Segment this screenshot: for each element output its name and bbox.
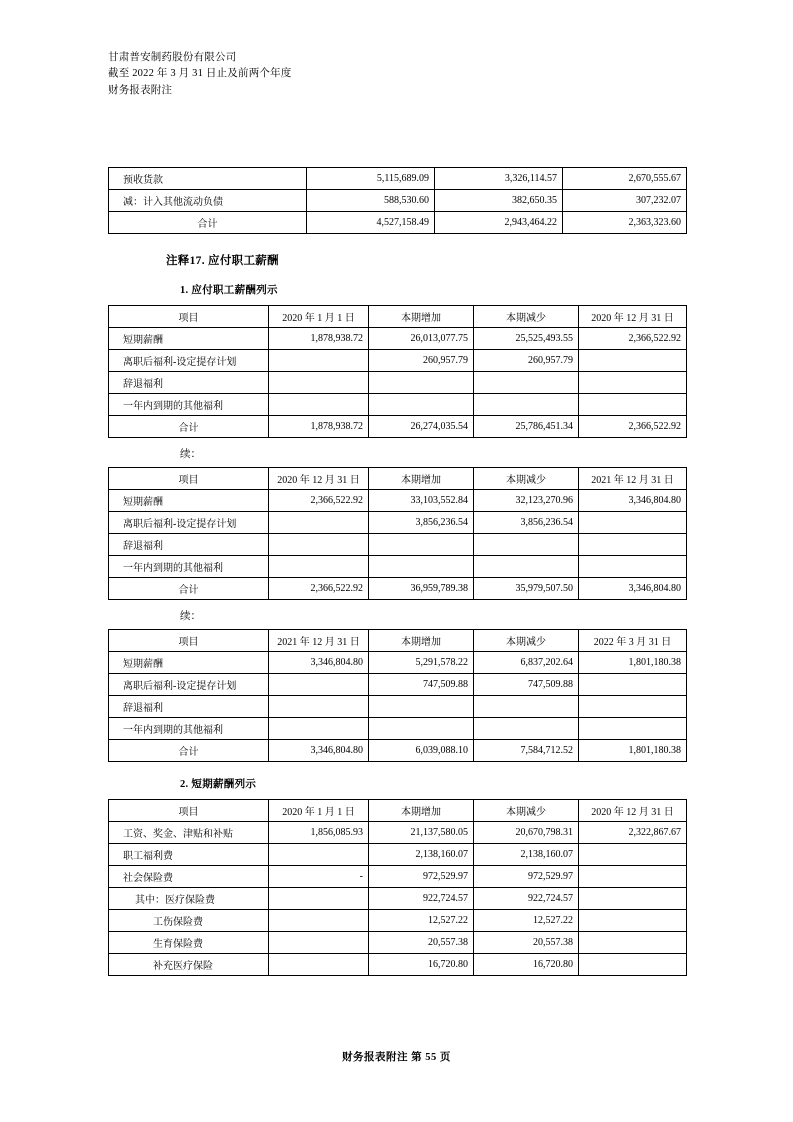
row-label: 短期薪酬 [109, 489, 269, 511]
row-label: 离职后福利-设定提存计划 [109, 673, 269, 695]
col-header: 项目 [109, 467, 269, 489]
col-header: 本期增加 [369, 799, 474, 821]
table-short-term-benefits [108, 799, 687, 976]
row-value [269, 393, 369, 415]
row-label: 合计 [109, 577, 269, 599]
row-value: 588,530.60 [307, 189, 435, 211]
table-header-row [109, 629, 687, 651]
continued-label-1: 续： [180, 448, 201, 460]
row-label: 工伤保险费 [109, 909, 269, 931]
col-header: 本期减少 [474, 305, 579, 327]
row-value: 5,291,578.22 [369, 651, 474, 673]
row-value: 2,670,555.67 [563, 167, 687, 189]
row-label: 短期薪酬 [109, 651, 269, 673]
col-header: 项目 [109, 629, 269, 651]
col-header: 本期减少 [474, 467, 579, 489]
table-row [109, 189, 687, 211]
table-row-total [109, 415, 687, 437]
row-label: 离职后福利-设定提存计划 [109, 349, 269, 371]
row-value: 20,557.38 [369, 931, 474, 953]
row-value: 747,509.88 [369, 673, 474, 695]
row-value: 6,039,088.10 [369, 739, 474, 761]
row-label: 一年内到期的其他福利 [109, 717, 269, 739]
subsection-title-2: 2. 短期薪酬列示 [180, 778, 257, 790]
row-label: 减：计入其他流动负债 [109, 189, 307, 211]
row-value [579, 511, 687, 533]
col-header: 2020 年 12 月 31 日 [269, 467, 369, 489]
col-header: 本期减少 [474, 629, 579, 651]
row-value [579, 865, 687, 887]
row-value: 16,720.80 [474, 953, 579, 975]
table-employee-benefits-2020 [108, 305, 687, 438]
row-value: 32,123,270.96 [474, 489, 579, 511]
row-value: 3,346,804.80 [269, 651, 369, 673]
table-row-total [109, 577, 687, 599]
row-label: 工资、奖金、津贴和补贴 [109, 821, 269, 843]
row-value [579, 931, 687, 953]
row-value [579, 695, 687, 717]
row-value: 3,856,236.54 [369, 511, 474, 533]
row-value: 1,878,938.72 [269, 327, 369, 349]
table-employee-benefits-2022 [108, 629, 687, 762]
row-value: 26,013,077.75 [369, 327, 474, 349]
table-row [109, 533, 687, 555]
row-value [269, 371, 369, 393]
table-employee-benefits-2021 [108, 467, 687, 600]
row-value [269, 717, 369, 739]
table-row [109, 327, 687, 349]
row-value [474, 393, 579, 415]
row-value [369, 371, 474, 393]
row-value: 922,724.57 [369, 887, 474, 909]
col-header: 本期增加 [369, 629, 474, 651]
row-value [269, 843, 369, 865]
col-header: 2020 年 1 月 1 日 [269, 305, 369, 327]
row-value [579, 673, 687, 695]
row-value: 2,366,522.92 [269, 489, 369, 511]
table-row [109, 511, 687, 533]
row-value: 20,670,798.31 [474, 821, 579, 843]
subsection-title-1: 1. 应付职工薪酬列示 [180, 284, 278, 296]
row-value [369, 533, 474, 555]
row-value: 2,138,160.07 [369, 843, 474, 865]
table-header-row [109, 467, 687, 489]
row-value: 2,366,522.92 [579, 327, 687, 349]
row-value [269, 533, 369, 555]
row-label: 短期薪酬 [109, 327, 269, 349]
row-value [579, 717, 687, 739]
row-value: 12,527.22 [369, 909, 474, 931]
table-row [109, 393, 687, 415]
row-value [474, 555, 579, 577]
table-header-row [109, 305, 687, 327]
row-value [369, 555, 474, 577]
row-value [369, 393, 474, 415]
row-value: 2,366,522.92 [579, 415, 687, 437]
table-row [109, 555, 687, 577]
row-value [269, 695, 369, 717]
row-value: 6,837,202.64 [474, 651, 579, 673]
row-value: 21,137,580.05 [369, 821, 474, 843]
col-header: 项目 [109, 305, 269, 327]
row-label: 生育保险费 [109, 931, 269, 953]
row-value: 747,509.88 [474, 673, 579, 695]
row-label: 辞退福利 [109, 371, 269, 393]
row-label: 其中：医疗保险费 [109, 887, 269, 909]
table-row [109, 865, 687, 887]
col-header: 本期增加 [369, 467, 474, 489]
table-advance-receipts [108, 167, 687, 234]
row-label: 离职后福利-设定提存计划 [109, 511, 269, 533]
col-header: 本期增加 [369, 305, 474, 327]
row-label: 合计 [109, 415, 269, 437]
row-value: 260,957.79 [369, 349, 474, 371]
row-value [474, 533, 579, 555]
row-label: 职工福利费 [109, 843, 269, 865]
table-row-total [109, 739, 687, 761]
row-value: 25,525,493.55 [474, 327, 579, 349]
row-value [369, 695, 474, 717]
col-header: 2020 年 1 月 1 日 [269, 799, 369, 821]
table-row [109, 349, 687, 371]
col-header: 2021 年 12 月 31 日 [269, 629, 369, 651]
header-section: 财务报表附注 [108, 84, 173, 96]
header-period: 截至 2022 年 3 月 31 日止及前两个年度 [108, 68, 292, 80]
row-value: 382,650.35 [435, 189, 563, 211]
row-value: 1,878,938.72 [269, 415, 369, 437]
row-value: 972,529.97 [474, 865, 579, 887]
row-value [579, 555, 687, 577]
table-row [109, 673, 687, 695]
row-value: 307,232.07 [563, 189, 687, 211]
row-value [269, 511, 369, 533]
row-value: 12,527.22 [474, 909, 579, 931]
col-header: 2021 年 12 月 31 日 [579, 467, 687, 489]
row-label: 补充医疗保险 [109, 953, 269, 975]
continued-label-2: 续： [180, 610, 201, 622]
row-label: 社会保险费 [109, 865, 269, 887]
table-row [109, 909, 687, 931]
document-header [108, 50, 686, 99]
row-value: 2,366,522.92 [269, 577, 369, 599]
row-value: 1,801,180.38 [579, 739, 687, 761]
row-value: 20,557.38 [474, 931, 579, 953]
row-value: 972,529.97 [369, 865, 474, 887]
table-row [109, 695, 687, 717]
row-label: 一年内到期的其他福利 [109, 555, 269, 577]
row-value [579, 533, 687, 555]
row-label: 辞退福利 [109, 533, 269, 555]
row-value: 5,115,689.09 [307, 167, 435, 189]
row-value: 3,856,236.54 [474, 511, 579, 533]
row-value: 36,959,789.38 [369, 577, 474, 599]
col-header: 2022 年 3 月 31 日 [579, 629, 687, 651]
col-header: 2020 年 12 月 31 日 [579, 305, 687, 327]
row-value: 922,724.57 [474, 887, 579, 909]
row-value: 26,274,035.54 [369, 415, 474, 437]
row-value [474, 371, 579, 393]
row-value: 2,322,867.67 [579, 821, 687, 843]
page-content [108, 50, 686, 976]
col-header: 2020 年 12 月 31 日 [579, 799, 687, 821]
row-value [269, 931, 369, 953]
table-row [109, 651, 687, 673]
row-label: 辞退福利 [109, 695, 269, 717]
row-value [579, 909, 687, 931]
table-row [109, 843, 687, 865]
row-value: 33,103,552.84 [369, 489, 474, 511]
row-label: 预收货款 [109, 167, 307, 189]
row-value: 3,346,804.80 [579, 577, 687, 599]
row-value [369, 717, 474, 739]
row-label: 合计 [109, 211, 307, 233]
table-row [109, 953, 687, 975]
header-company-name: 甘肃普安制药股份有限公司 [108, 52, 237, 63]
row-value: 2,138,160.07 [474, 843, 579, 865]
row-value [269, 349, 369, 371]
table-row [109, 931, 687, 953]
row-value [474, 717, 579, 739]
row-value: 1,856,085.93 [269, 821, 369, 843]
row-value: - [269, 865, 369, 887]
row-value: 3,326,114.57 [435, 167, 563, 189]
row-value [579, 887, 687, 909]
row-value: 16,720.80 [369, 953, 474, 975]
row-value: 35,979,507.50 [474, 577, 579, 599]
table-row [109, 887, 687, 909]
row-value [579, 393, 687, 415]
row-value: 2,363,323.60 [563, 211, 687, 233]
row-value [269, 909, 369, 931]
row-value: 2,943,464.22 [435, 211, 563, 233]
row-value [579, 843, 687, 865]
col-header: 本期减少 [474, 799, 579, 821]
page-footer: 财务报表附注 第 55 页 [342, 1052, 451, 1063]
row-value: 1,801,180.38 [579, 651, 687, 673]
row-value: 3,346,804.80 [269, 739, 369, 761]
row-value: 260,957.79 [474, 349, 579, 371]
row-label: 一年内到期的其他福利 [109, 393, 269, 415]
row-value [579, 371, 687, 393]
table-row [109, 821, 687, 843]
row-value [579, 349, 687, 371]
row-value [474, 695, 579, 717]
note-title: 注释17. 应付职工薪酬 [166, 254, 279, 267]
table-row [109, 167, 687, 189]
row-value: 3,346,804.80 [579, 489, 687, 511]
row-value [269, 555, 369, 577]
row-value [579, 953, 687, 975]
row-label: 合计 [109, 739, 269, 761]
row-value [269, 953, 369, 975]
row-value: 7,584,712.52 [474, 739, 579, 761]
table-row [109, 717, 687, 739]
row-value [269, 887, 369, 909]
table-header-row [109, 799, 687, 821]
row-value: 25,786,451.34 [474, 415, 579, 437]
row-value: 4,527,158.49 [307, 211, 435, 233]
table-row [109, 489, 687, 511]
table-row [109, 371, 687, 393]
col-header: 项目 [109, 799, 269, 821]
table-row-total [109, 211, 687, 233]
row-value [269, 673, 369, 695]
